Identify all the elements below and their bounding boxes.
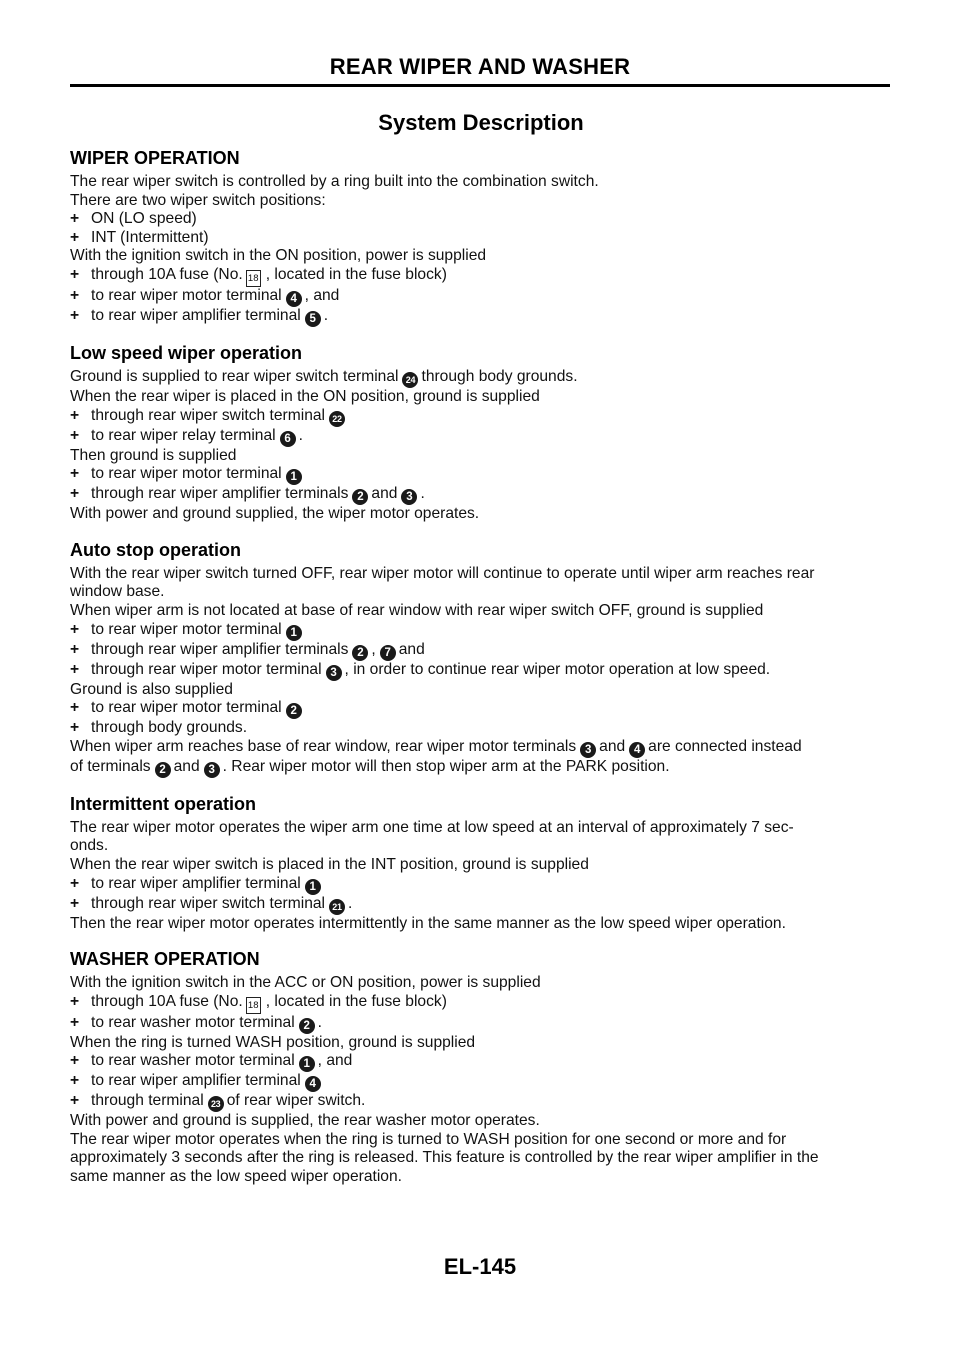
terminal-badge: 24 xyxy=(402,372,418,388)
bullet-item: + to rear wiper amplifier terminal 1 xyxy=(70,875,892,895)
header-rule xyxy=(70,84,890,87)
bullet-icon: + xyxy=(70,640,80,658)
text-line: The rear wiper switch is controlled by a ring built into the combination switch. xyxy=(70,173,599,190)
text-line: Then the rear wiper motor operates intermittently in the same manner as the low speed wiper operation. xyxy=(70,914,786,932)
text-line: When the ring is turned WASH position, ground is supplied xyxy=(70,1033,476,1051)
section-heading: Auto stop operation xyxy=(70,539,241,560)
terminal-badge: 4 xyxy=(629,742,645,758)
terminal-badge: 2 xyxy=(286,703,302,719)
terminal-badge: 1 xyxy=(305,879,321,895)
bullet-icon: + xyxy=(70,465,80,483)
page-content xyxy=(70,110,892,1203)
page-header: REAR WIPER AND WASHER xyxy=(329,54,631,79)
section-heading: WIPER OPERATION xyxy=(70,148,240,168)
text-line: With power and ground is supplied, the rear washer motor operates. xyxy=(70,1112,540,1130)
text-line: With the ignition switch in the ACC or ON position, power is supplied xyxy=(70,974,541,992)
text-line: When the rear wiper switch is placed in the INT position, ground is supplied xyxy=(70,855,589,873)
terminal-badge: 3 xyxy=(204,762,220,778)
text-line: Ground is supplied to rear wiper switch terminal 24 through body grounds. xyxy=(70,368,892,388)
bullet-icon: + xyxy=(70,265,80,283)
terminal-badge: 3 xyxy=(580,742,596,758)
bullet-item: + ON (LO speed) xyxy=(70,210,197,228)
terminal-badge: 22 xyxy=(329,411,345,427)
section-washer-operation xyxy=(70,949,892,1187)
bullet-icon: + xyxy=(70,719,80,737)
text-line: When wiper arm reaches base of rear window, rear wiper motor terminals 3 and 4 are connected instead xyxy=(70,737,802,756)
text-line: With the rear wiper switch turned OFF, rear wiper motor will continue to operate until wiper arm reaches rear xyxy=(70,564,815,582)
terminal-badge: 1 xyxy=(299,1056,315,1072)
bullet-icon: + xyxy=(70,992,80,1010)
page-title: System Description xyxy=(378,110,584,135)
text-line: same manner as the low speed wiper operation. xyxy=(70,1168,402,1186)
bullet-item: + through rear wiper amplifier terminals 2 , 7 and xyxy=(70,640,425,659)
bullet-item: + to rear wiper motor terminal 2 xyxy=(70,699,892,719)
terminal-badge: 21 xyxy=(329,899,345,915)
bullet-icon: + xyxy=(70,1052,80,1070)
terminal-badge: 2 xyxy=(299,1018,315,1034)
bullet-item: + through body grounds. xyxy=(70,719,248,737)
page-number: EL-145 xyxy=(443,1254,517,1279)
bullet-item: + to rear wiper motor terminal 1 xyxy=(70,621,892,641)
text-line: The rear wiper motor operates the wiper arm one time at low speed at an interval of approximately 7 sec- xyxy=(70,818,794,836)
bullet-item: + through terminal 23 of rear wiper switch. xyxy=(70,1092,892,1112)
fuse-number-icon: 18 xyxy=(246,997,261,1014)
terminal-badge: 2 xyxy=(352,645,368,661)
bullet-item: + to rear washer motor terminal 2 . xyxy=(70,1013,322,1032)
bullet-icon: + xyxy=(70,210,80,228)
bullet-icon: + xyxy=(70,406,80,424)
section-low-speed xyxy=(70,343,892,524)
bullet-item: + to rear wiper motor terminal 4 , and xyxy=(70,286,340,305)
bullet-icon: + xyxy=(70,620,80,638)
text-line: When the rear wiper is placed in the ON position, ground is supplied xyxy=(70,387,540,405)
text-line: Ground is also supplied xyxy=(70,680,233,698)
terminal-badge: 1 xyxy=(286,625,302,641)
text-line: approximately 3 seconds after the ring is released. This feature is controlled by the rear wiper amplifier in the xyxy=(70,1149,819,1167)
text-line: With power and ground supplied, the wiper motor operates. xyxy=(70,505,480,523)
text-line: There are two wiper switch positions: xyxy=(70,191,326,209)
terminal-badge: 23 xyxy=(208,1096,224,1112)
bullet-item: + through rear wiper amplifier terminals 2 and 3 . xyxy=(70,485,425,504)
text-line: onds. xyxy=(70,837,109,855)
bullet-item: + to rear wiper relay terminal 6 . xyxy=(70,426,303,445)
bullet-icon: + xyxy=(70,286,80,304)
section-intermittent xyxy=(70,794,892,933)
text-line: With the ignition switch in the ON position, power is supplied xyxy=(70,247,487,265)
terminal-badge: 7 xyxy=(380,645,396,661)
bullet-item: + INT (Intermittent) xyxy=(70,228,209,246)
bullet-icon: + xyxy=(70,874,80,892)
terminal-badge: 3 xyxy=(326,665,342,681)
section-heading: Intermittent operation xyxy=(70,793,257,814)
terminal-badge: 5 xyxy=(305,311,321,327)
bullet-item: + to rear wiper amplifier terminal 5 . xyxy=(70,306,329,325)
text-line: When wiper arm is not located at base of rear window with rear wiper switch OFF, ground is supplied xyxy=(70,601,764,619)
terminal-badge: 4 xyxy=(286,291,302,307)
bullet-item: + through 10A fuse (No. 18 , located in the fuse block) xyxy=(70,266,892,287)
bullet-icon: + xyxy=(70,1013,80,1031)
bullet-icon: + xyxy=(70,699,80,717)
terminal-badge: 2 xyxy=(352,489,368,505)
bullet-item: + to rear wiper amplifier terminal 4 xyxy=(70,1072,892,1092)
terminal-badge: 3 xyxy=(401,489,417,505)
bullet-item: + through rear wiper motor terminal 3 , in order to continue rear wiper motor operation at low speed. xyxy=(70,660,771,679)
section-heading: Low speed wiper operation xyxy=(70,342,303,363)
terminal-badge: 4 xyxy=(305,1076,321,1092)
bullet-icon: + xyxy=(70,485,80,503)
text-line: Then ground is supplied xyxy=(70,446,237,464)
section-heading: WASHER OPERATION xyxy=(70,949,260,970)
bullet-item: + through rear wiper switch terminal 21 . xyxy=(70,895,892,915)
bullet-icon: + xyxy=(70,1072,80,1090)
text-line: window base. xyxy=(70,583,165,601)
bullet-icon: + xyxy=(70,1092,80,1110)
terminal-badge: 2 xyxy=(155,762,171,778)
bullet-icon: + xyxy=(70,228,80,246)
bullet-icon: + xyxy=(70,660,80,678)
fuse-number-icon: 18 xyxy=(246,270,261,287)
bullet-icon: + xyxy=(70,306,80,324)
text-line: The rear wiper motor operates when the ring is turned to WASH position for one second or more and for xyxy=(70,1130,787,1148)
section-wiper-operation xyxy=(70,148,892,327)
text-line: of terminals 2 and 3 . Rear wiper motor will then stop wiper arm at the PARK position. xyxy=(70,757,670,776)
section-auto-stop xyxy=(70,540,892,778)
bullet-item: + to rear wiper motor terminal 1 xyxy=(70,465,892,485)
bullet-item: + through 10A fuse (No. 18 , located in the fuse block) xyxy=(70,993,892,1014)
bullet-item: + through rear wiper switch terminal 22 xyxy=(70,407,892,427)
terminal-badge: 6 xyxy=(280,431,296,447)
bullet-icon: + xyxy=(70,426,80,444)
terminal-badge: 1 xyxy=(286,469,302,485)
bullet-icon: + xyxy=(70,894,80,912)
bullet-item: + to rear washer motor terminal 1 , and xyxy=(70,1052,353,1071)
